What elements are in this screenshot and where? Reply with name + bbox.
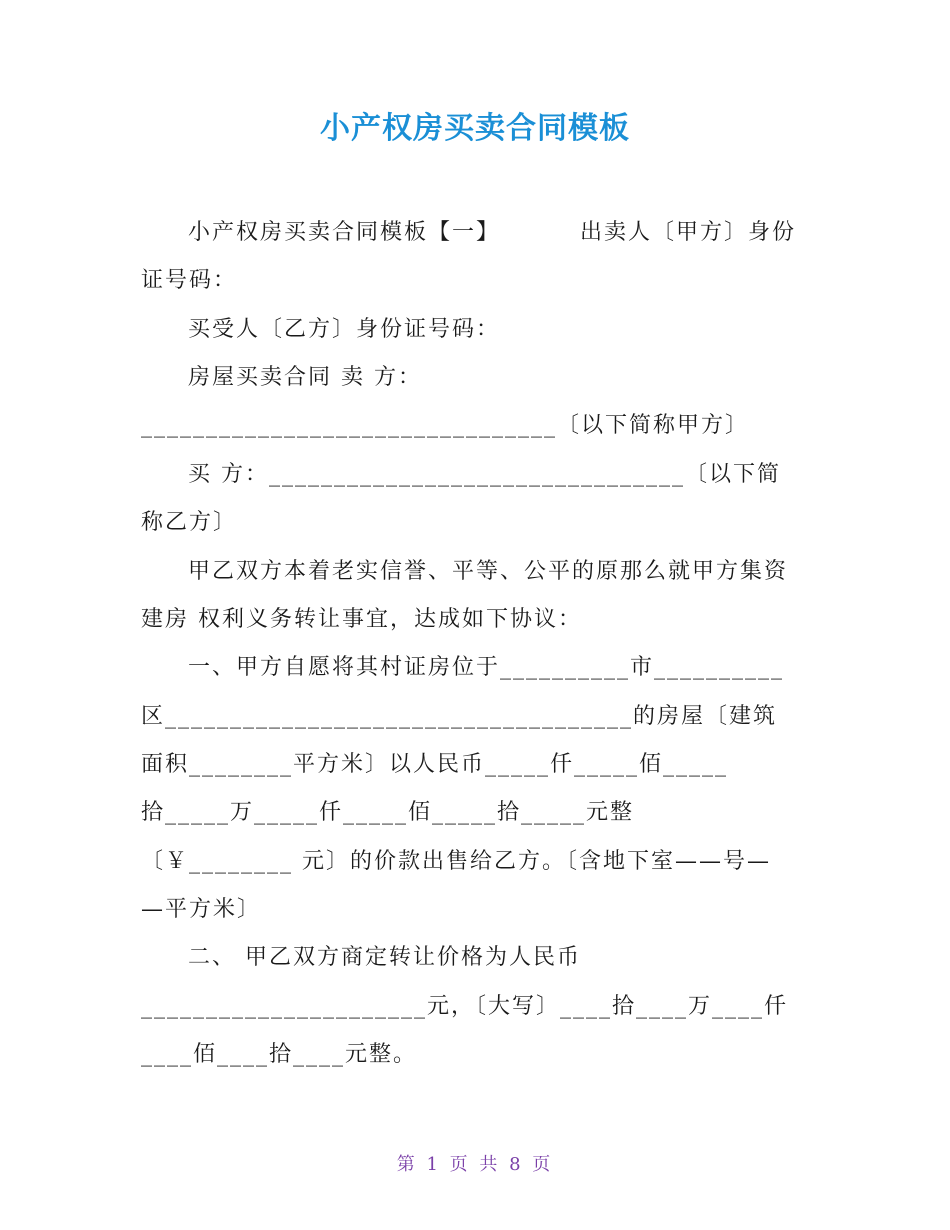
buyer-id-label: 买受人〔乙方〕身份证号码： [188,317,501,342]
seller-id-label: 出卖人〔甲方〕身份 [580,220,797,245]
clause-two: 二、 甲乙双方商定转让价格为人民币 [188,945,581,970]
buyer-label: 买 方：________________________________〔以下简 [188,462,781,487]
paragraph-line: 〔￥________ 元〕的价款出售给乙方。〔含地下室——号— [141,849,771,874]
clause-one: 一、甲方自愿将其村证房位于__________市__________ [188,655,785,680]
contract-heading: 小产权房买卖合同模板【一】 [188,220,501,245]
seller-blank-line: ________________________________〔以下简称甲方〕 [141,413,750,438]
paragraph-line: 拾_____万_____仟_____佰_____拾_____元整 [141,800,635,825]
paragraph-line: 区____________________________________的房屋〔建筑 [141,704,778,729]
paragraph-line: 称乙方〕 [141,510,238,535]
paragraph-line: ____佰____拾____元整。 [141,1042,418,1067]
paragraph-line: 面积________平方米〕以人民币_____仟_____佰_____ [141,752,729,777]
paragraph-line [188,218,796,248]
paragraph-line: 建房 权利义务转让事宜，达成如下协议： [141,607,582,632]
page-number-footer: 第 1 页 共 8 页 [396,1154,554,1175]
paragraph-line: 甲乙双方本着老实信誉、平等、公平的原那么就甲方集资 [188,559,789,584]
paragraph-line: —平方米〕 [141,897,262,922]
paragraph-line: 证号码： [141,268,238,293]
seller-label: 房屋买卖合同 卖 方： [188,365,422,390]
paragraph-line: ______________________元，〔大写〕____拾____万____仟 [141,994,789,1019]
document-title: 小产权房买卖合同模板 [320,111,630,146]
